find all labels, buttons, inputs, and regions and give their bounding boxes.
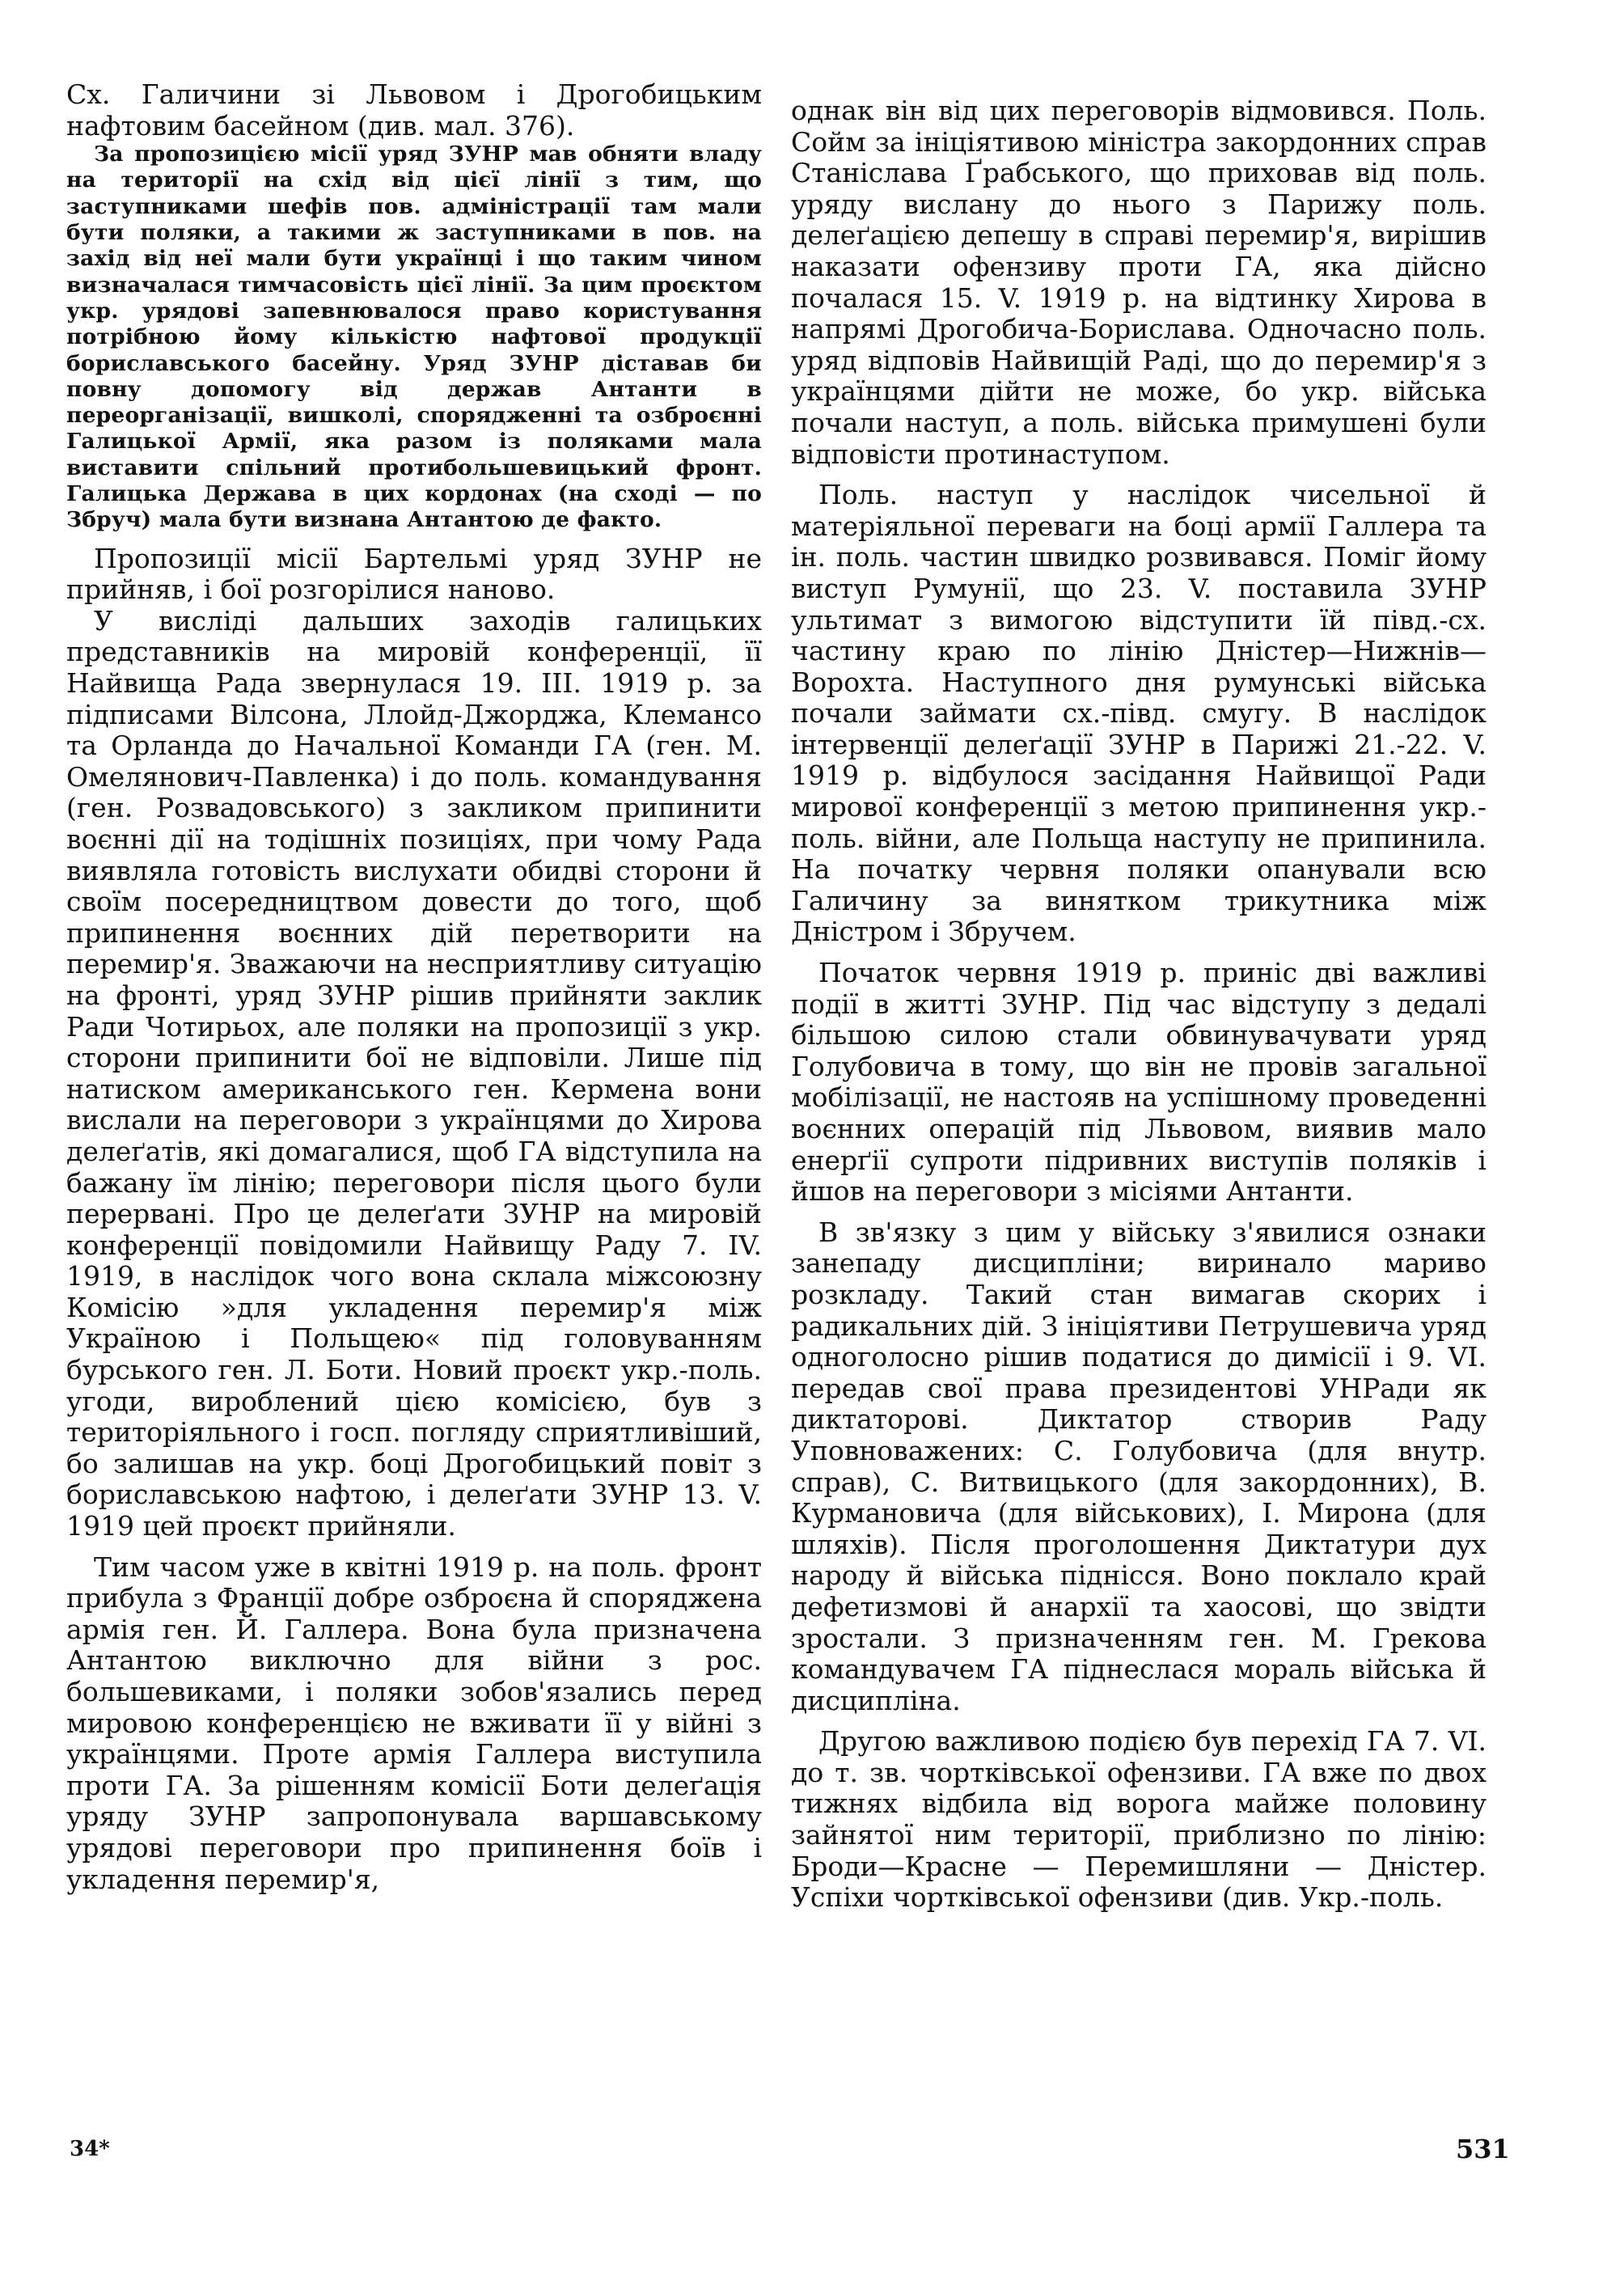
right-column — [791, 95, 1487, 1914]
left-column — [66, 79, 762, 1895]
paragraph: однак він від цих переговорів відмовився. Поль. Сойм за ініціятивою міністра закордонних справ Станіслава Ґрабського, що приховав від поль. уряду вислану до нього з Парижу поль. делеґацією депешу в справі перемир'я, вирішив наказати офензиву проти ГА, яка дійсно почалася 15. V. 1919 р. на відтинку Хирова в напрямі Дрогобича-Борислава. Одночасно поль. уряд відповів Найвищій Раді, що до перемир'я з українцями дійти не може, бо укр. війська почали наступ, а поль. війська примушені були відповісти протинаступом. — [791, 95, 1487, 470]
paragraph: Пропозиції місії Бартельмі уряд ЗУНР не прийняв, і бої розгорілися наново. — [66, 542, 762, 606]
signature-mark: 34* — [70, 2137, 110, 2161]
paragraph: Другою важливою подією був перехід ГА 7. VI. до т. зв. чортківської офензиви. ГА вже по двох тижнях відбила від ворога майже половину зайнятої ним території, приблизно по лінію: Броди—Красне — Перемишляни — Дністер. Успіхи чортківської офензиви (див. Укр.-поль. — [791, 1725, 1487, 1914]
paragraph: Поль. наступ у наслідок чисельної й матеріяльної переваги на боці армії Галлера та ін. поль. частин швидко розвивався. Поміг йому виступ Румунії, що 23. V. поставила ЗУНР ультимат з вимогою відступити їй півд.-сх. частину краю по лінію Дністер—Нижнів—Ворохта. Наступного дня румунські війська почали займати сх.-півд. смугу. В наслідок інтервенції делеґації ЗУНР в Парижі 21.-22. V. 1919 р. відбулося засідання Найвищої Ради мирової конференції з метою припинення укр.-поль. війни, але Польща наступу не припинила. На початку червня поляки опанували всю Галичину за винятком трикутника між Дністром і Збручем. — [791, 479, 1487, 948]
paragraph-small-print: За пропозицією місії уряд ЗУНР мав обняти владу на території на схід від цієї лінії з тим, що заступниками шефів пов. адміністрації там мали бути поляки, а такими ж заступниками в пов. на захід від неї мали бути українці і що таким чином визначалася тимчасовість цієї лінії. За цим проєктом укр. урядові запевнювалося право користування потрібною йому кількістю нафтової продукції бориславського басейну. Уряд ЗУНР діставав би повну допомогу від держав Антанти в переорганізації, вишколі, спорядженні та озброєнні Галицької Армії, яка разом із поляками мала виставити спільний протибольшевицький фронт. Галицька Держава в цих кордонах (на сході — по Збруч) мала бути визнана Антантою де факто. — [66, 142, 762, 533]
paragraph: Сх. Галичини зі Львовом і Дрогобицьким нафтовим басейном (див. мал. 376). — [66, 78, 762, 142]
paragraph: Тим часом уже в квітні 1919 р. на поль. фронт прибула з Франції добре озброєна й споряджена армія ген. Й. Галлера. Вона була призначена Антантою виключно для війни з рос. большевиками, і поляки зобов'язались перед мировою конференцією не вживати її у війні з українцями. Проте армія Галлера виступила проти ГА. За рішенням комісії Боти делеґація уряду ЗУНР запропонувала варшавському урядові переговори про припинення боїв і укладення перемир'я, — [66, 1551, 762, 1895]
page-number: 531 — [1456, 2134, 1510, 2164]
paragraph: У висліді дальших заходів галицьких представників на мировій конференції, її Найвища Рада звернулася 19. III. 1919 р. за підписами Вілсона, Ллойд-Джорджа, Клемансо та Орланда до Начальної Команди ГА (ген. М. Омелянович-Павленка) і до поль. командування (ген. Розвадовського) з закликом припинити воєнні дії на тодішніх позиціях, при чому Рада виявляла готовість вислухати обидві сторони й своїм посередництвом довести до того, щоб припинення воєнних дій перетворити на перемир'я. Зважаючи на несприятливу ситуацію на фронті, уряд ЗУНР рішив прийняти заклик Ради Чотирьох, але поляки на пропозиції з укр. сторони припинити бої не відповіли. Лише під натиском американського ген. Кермена вони вислали на переговори з українцями до Хирова делеґатів, які домагалися, щоб ГА відступила на бажану їм лінію; переговори після цього були перервані. Про це делеґати ЗУНР на мировій конференції повідомили Найвищу Раду 7. IV. 1919, в наслідок чого вона склала міжсоюзну Комісію »для укладення перемир'я між Україною і Польщею« під головуванням бурського ген. Л. Боти. Новий проєкт укр.-поль. угоди, вироблений цією комісією, був з територіяльного і госп. погляду сприятливіший, бо залишав на укр. боці Дрогобицький повіт з бориславською нафтою, і делеґати ЗУНР 13. V. 1919 цей проєкт прийняли. — [66, 604, 762, 1542]
paragraph: В зв'язку з цим у війську з'явилися ознаки занепаду дисципліни; виринало мариво розкладу. Такий стан вимагав скорих і радикальних дій. З ініціятиви Петрушевича уряд одноголосно рішив податися до димісії і 9. VI. передав свої права президентові УНРади як диктаторові. Диктатор створив Раду Уповноважених: С. Голубовича (для внутр. справ), С. Витвицького (для закордонних), В. Курмановича (для військових), І. Мирона (для шляхів). Після проголошення Диктатури дух народу й війська піднісся. Воно поклало край дефетизмові й анархії та хаосові, що звідти зростали. З призначенням ген. М. Грекова командувачем ГА піднеслася мораль війська й дисципліна. — [791, 1216, 1487, 1716]
paragraph: Початок червня 1919 р. приніс дві важливі події в житті ЗУНР. Під час відступу з дедалі більшою силою стали обвинувачувати уряд Голубовича в тому, що він не провів загальної мобілізації, не настояв на успішному проведенні воєнних операцій під Львовом, виявив мало енерґії супроти підривних виступів поляків і йшов на переговори з місіями Антанти. — [791, 957, 1487, 1208]
